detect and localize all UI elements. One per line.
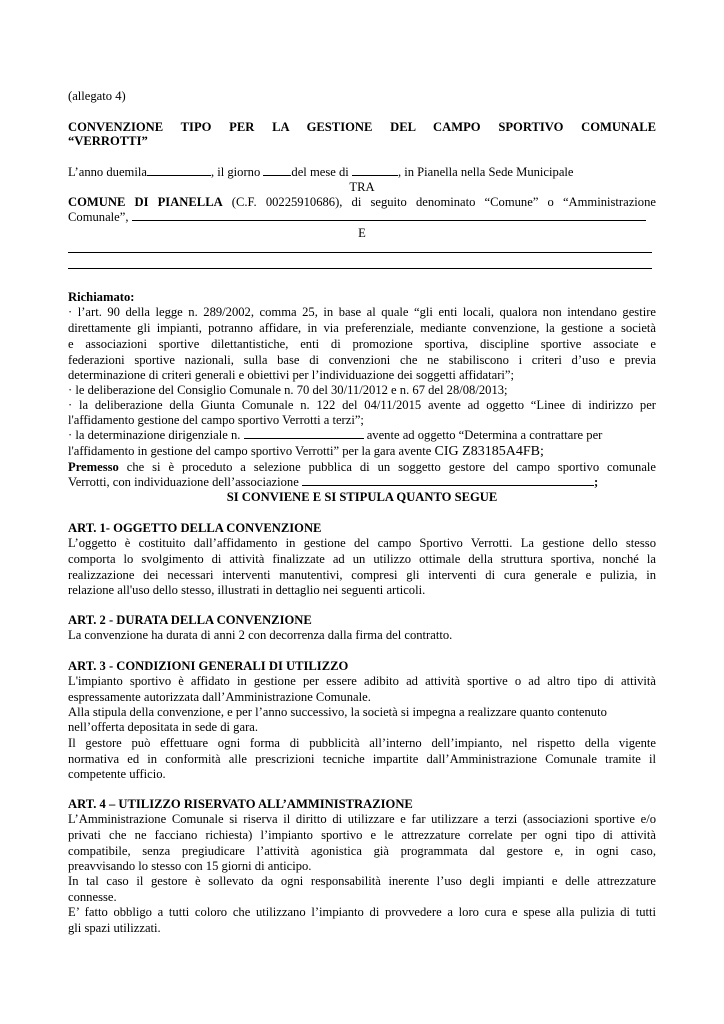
art3-line: normativa ed in conformità alle prescrizioni tecniche impartite dall’Amministrazione Comunale tramite il <box>68 752 656 766</box>
counterparty-blank-line-2[interactable] <box>68 268 652 269</box>
art4-line: compatibile, senza pregiudicare l’attività agonistica già programmata dal gestore e, in ogni caso, <box>68 844 656 858</box>
richiamato-line: determinazione di criteri generali e obiettivi per l’individuazione dei soggetti affidatari”; <box>68 368 514 382</box>
art4-line: L’Amministrazione Comunale si riserva il diritto di utilizzare e far utilizzare a terzi (associazioni sportive e/o <box>68 812 656 826</box>
art3-line: Alla stipula della convenzione, e per l’anno successivo, la società si impegna a realizzare quanto contenuto <box>68 705 607 719</box>
art4-line: In tal caso il gestore è sollevato da ogni responsabilità inerente l’uso degli impianti e delle attrezzature <box>68 874 656 888</box>
comune-representative-blank[interactable] <box>132 209 646 221</box>
comune-line: COMUNE DI PIANELLA (C.F. 00225910686), di seguito denominato “Comune” o “Amministrazione <box>68 195 656 209</box>
art4-line: E’ fatto obbligo a tutti coloro che utilizzano l’impianto di provvedere a loro cura e spese alla pulizia di tutti <box>68 905 656 919</box>
day-blank[interactable] <box>263 164 291 176</box>
art3-line: Il gestore può effettuare ogni forma di pubblicità all’interno dell’impianto, nel rispetto della vigente <box>68 736 656 750</box>
title-line-2: “VERROTTI” <box>68 134 148 148</box>
month-blank[interactable] <box>352 164 398 176</box>
stipula-heading: SI CONVIENE E SI STIPULA QUANTO SEGUE <box>226 490 498 504</box>
art4-line: gli spazi utilizzati. <box>68 921 161 935</box>
tra-label: TRA <box>349 180 375 194</box>
art3-line: L'impianto sportivo è affidato in gestione per essere adibito ad attività sportive o ad altro tipo di attività <box>68 674 656 688</box>
art1-line: relazione all'uso dello stesso, illustrati in dettaglio nei seguenti articoli. <box>68 583 426 597</box>
title-line-1: CONVENZIONE TIPO PER LA GESTIONE DEL CAMPO SPORTIVO COMUNALE <box>68 120 656 134</box>
date-line: L’anno duemila , il giorno del mese di , in Pianella nella Sede Municipale <box>68 165 574 179</box>
cig-code: CIG Z83185A4FB; <box>434 444 544 459</box>
art3-line: nell’offerta depositata in sede di gara. <box>68 720 258 734</box>
art4-line: preavvisando lo stesso con 15 giorni di anticipo. <box>68 859 312 873</box>
art1-line: realizzazione dei necessari interventi manutentivi, compresi gli interventi di cura generale e pulizia, in <box>68 568 656 582</box>
richiamato-heading: Richiamato: <box>68 290 135 304</box>
allegato-label: (allegato 4) <box>68 89 126 103</box>
art1-line: comporta lo svolgimento di attività finalizzate ad un utilizzo ottimale della struttura sportiva, nonché la <box>68 552 656 566</box>
art4-heading: ART. 4 – UTILIZZO RISERVATO ALL’AMMINISTRAZIONE <box>68 797 413 811</box>
richiamato-line: l'affidamento gestione del campo sportivo Verrotti a terzi”; <box>68 413 364 427</box>
richiamato-line: · la deliberazione della Giunta Comunale n. 122 del 04/11/2015 avente ad oggetto “Linee di indirizzo per <box>68 398 656 412</box>
association-blank[interactable] <box>302 474 594 486</box>
art3-line: espressamente autorizzata dall’Amministrazione Comunale. <box>68 690 371 704</box>
premesso-line: Premesso che si è proceduto a selezione pubblica di un soggetto gestore del campo sportivo comunale <box>68 460 656 474</box>
premesso-line-2: Verrotti, con individuazione dell’associazione ; <box>68 475 599 489</box>
determina-line: · la determinazione dirigenziale n. avente ad oggetto “Determina a contrattare per <box>68 428 603 442</box>
determina-line-2: l'affidamento in gestione del campo sportivo Verrotti” per la gara avente CIG Z83185A4FB; <box>68 444 544 459</box>
determina-number-blank[interactable] <box>244 427 364 439</box>
richiamato-line: · l’art. 90 della legge n. 289/2002, comma 25, in base al quale “gli enti locali, qualora non intendano gestire <box>68 305 656 319</box>
year-blank[interactable] <box>147 164 211 176</box>
art4-line: connesse. <box>68 890 117 904</box>
richiamato-line: direttamente gli impianti, potranno affidare, in via preferenziale, mediante convenzione, la gestione a società <box>68 321 656 335</box>
art1-heading: ART. 1- OGGETTO DELLA CONVENZIONE <box>68 521 322 535</box>
art4-line: privati che ne facciano richiesta) l’impianto sportivo e le attrezzature correlate per ogni tipo di attività <box>68 828 656 842</box>
e-label: E <box>358 226 366 240</box>
art1-line: L’oggetto è costituito dall’affidamento in gestione del campo Sportivo Verrotti. La gestione dello stesso <box>68 536 656 550</box>
richiamato-line: e associazioni sportive dilettantistiche, enti di promozione sportiva, discipline sportive associate e <box>68 337 656 351</box>
art2-heading: ART. 2 - DURATA DELLA CONVENZIONE <box>68 613 312 627</box>
art3-line: competente ufficio. <box>68 767 166 781</box>
richiamato-line: · le deliberazione del Consiglio Comunale n. 70 del 30/11/2012 e n. 67 del 28/08/2013; <box>68 383 508 397</box>
counterparty-blank-line-1[interactable] <box>68 252 652 253</box>
comune-line-2: Comunale”, <box>68 209 656 225</box>
art2-line: La convenzione ha durata di anni 2 con decorrenza dalla firma del contratto. <box>68 628 453 642</box>
richiamato-line: federazioni sportive nazionali, sulla base di convenzioni che ne stabiliscono i criteri d’uso e previa <box>68 353 656 367</box>
art3-heading: ART. 3 - CONDIZIONI GENERALI DI UTILIZZO <box>68 659 349 673</box>
